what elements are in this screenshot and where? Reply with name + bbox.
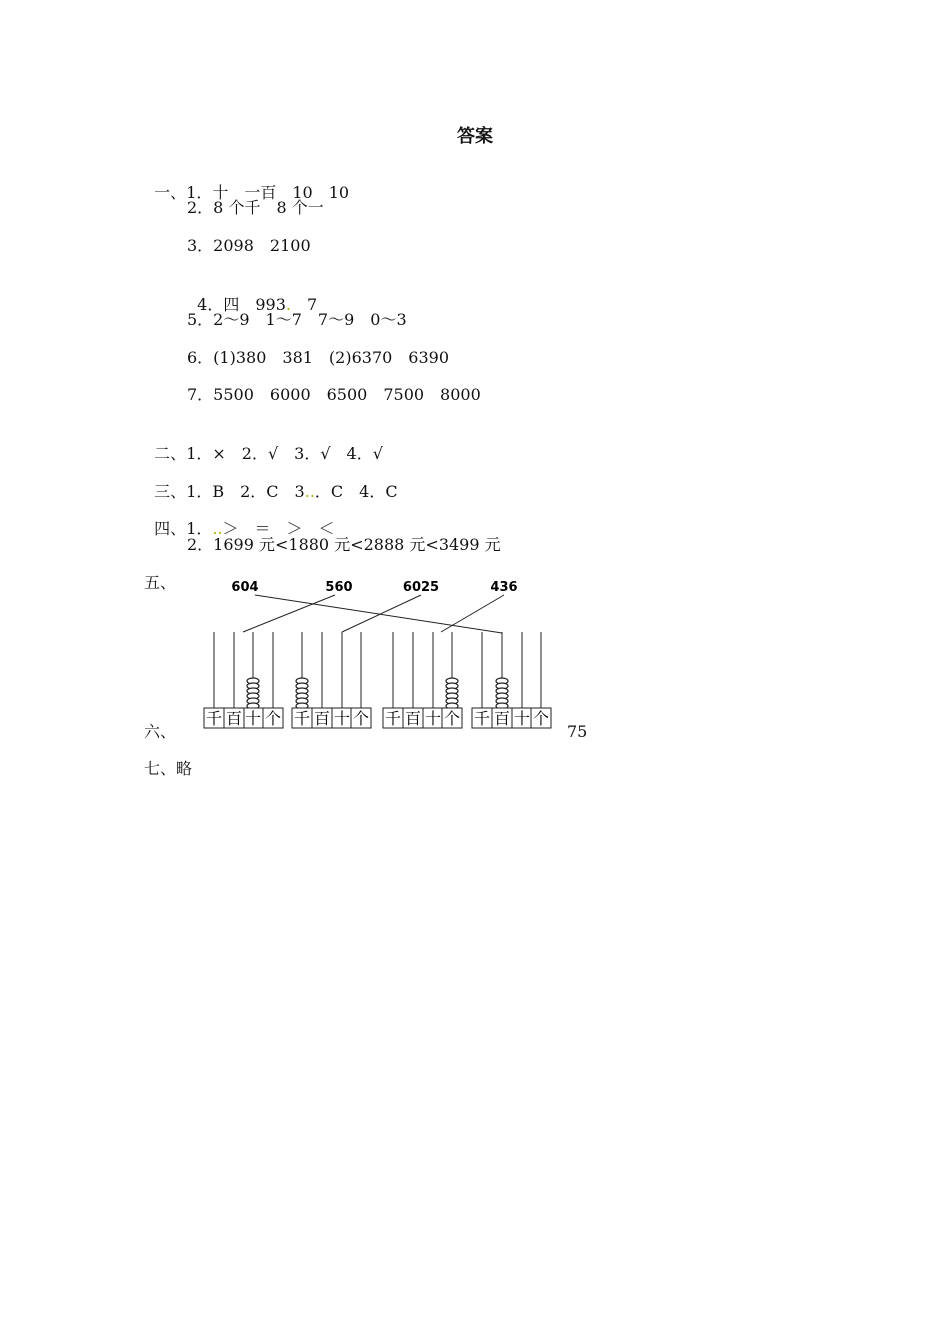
- beads: [446, 678, 458, 709]
- answer-4-1-text: ＞ ＝ ＞ ＜: [222, 519, 335, 538]
- answer-1-2: 2．8 个千 8 个一: [187, 198, 324, 217]
- place-label: 千: [205, 709, 223, 728]
- section-3-label: 三、: [154, 482, 187, 501]
- place-label: 个: [264, 709, 282, 728]
- section-7: 七、略: [144, 759, 193, 778]
- place-label: 十: [333, 709, 351, 728]
- answer-1-4-text-b: 7: [291, 295, 318, 314]
- match-line-436: [441, 595, 504, 632]
- place-label: 十: [424, 709, 442, 728]
- answer-1-4-text-a: 4．四 993: [197, 295, 286, 314]
- match-line-6025: [342, 595, 421, 632]
- place-label: 千: [384, 709, 402, 728]
- place-label: 个: [532, 709, 550, 728]
- place-label: 千: [293, 709, 311, 728]
- answer-1-7: 7．5500 6000 6500 7500 8000: [187, 385, 481, 404]
- match-line-604: [255, 595, 502, 633]
- answer-1-3: 3．2098 2100: [187, 236, 311, 255]
- number-label-4: 436: [490, 580, 518, 595]
- answer-6: 75: [567, 722, 588, 741]
- answer-3-mark: ..: [304, 482, 315, 501]
- section-5-label: 五、: [144, 573, 177, 592]
- answer-3-text-a: 1．B 2．C 3: [186, 482, 305, 501]
- section-2-label: 二、: [154, 444, 187, 463]
- abacus-2: [292, 632, 371, 728]
- answer-3-text-b: ．C 4．C: [314, 482, 398, 501]
- abacus-4: [472, 632, 551, 728]
- answer-1-5: 5．2～9 1～7 7～9 0～3: [187, 310, 407, 329]
- section-6-label: 六、: [144, 722, 177, 741]
- number-label-1: 604: [231, 580, 259, 595]
- answer-1-1: 1．十 一百 10 10: [186, 183, 350, 202]
- page-title: 答案: [457, 126, 493, 147]
- answer-4-1-mark: ..: [212, 519, 223, 538]
- answer-1-6: 6．(1)380 381 (2)6370 6390: [187, 348, 450, 367]
- beads: [296, 678, 308, 709]
- abacus-matching-figure: [195, 575, 595, 735]
- abacus-1: [204, 632, 283, 728]
- beads: [496, 678, 508, 709]
- place-label: 百: [493, 709, 511, 728]
- answer-1-4-mark: .: [285, 295, 291, 314]
- place-label: 千: [473, 709, 491, 728]
- place-label: 百: [404, 709, 422, 728]
- answer-2: 1．× 2．√ 3．√ 4．√: [186, 444, 383, 463]
- section-4-label: 四、: [154, 519, 187, 538]
- number-label-3: 6025: [402, 580, 440, 595]
- place-label: 百: [225, 709, 243, 728]
- number-label-2: 560: [325, 580, 353, 595]
- place-label: 十: [513, 709, 531, 728]
- place-label: 十: [244, 709, 262, 728]
- place-label: 个: [352, 709, 370, 728]
- abacus-3: [383, 632, 462, 728]
- section-1-label: 一、: [154, 183, 187, 202]
- place-label: 个: [443, 709, 461, 728]
- answer-4-1-prefix: 1．: [186, 519, 213, 538]
- place-label: 百: [313, 709, 331, 728]
- beads: [247, 678, 259, 709]
- answer-4-2: 2．1699 元<1880 元<2888 元<3499 元: [187, 535, 501, 554]
